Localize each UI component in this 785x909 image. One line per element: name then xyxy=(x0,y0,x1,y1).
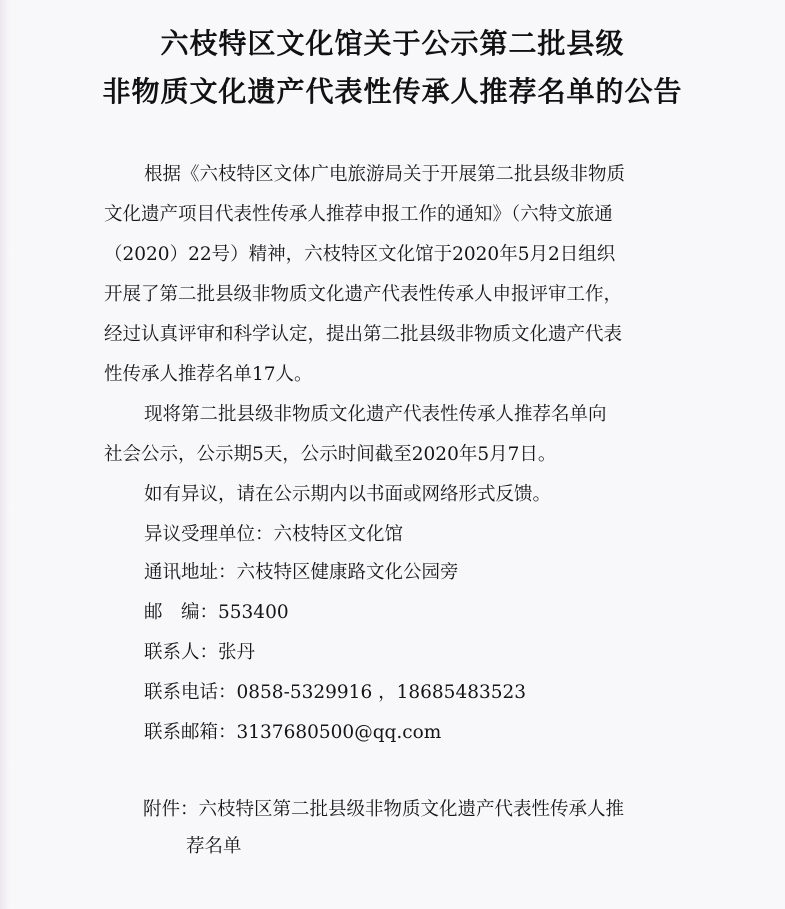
mailing-address: 通讯地址：六枝特区健康路文化公园旁 xyxy=(144,562,459,583)
contact-person: 联系人：张丹 xyxy=(144,642,256,663)
scan-edge-shadow xyxy=(0,0,10,909)
title-line-1: 六枝特区文化馆关于公示第二批县级 xyxy=(160,27,625,60)
paragraph3-line: 如有异议，请在公示期内以书面或网络形式反馈。 xyxy=(144,484,552,505)
paragraph1-line-2: 文化遗产项目代表性传承人推荐申报工作的通知》（六特文旅通 xyxy=(104,204,613,225)
paragraph1-line-1: 根据《六枝特区文体广电旅游局关于开展第二批县级非物质 xyxy=(144,164,626,185)
title-line-2: 非物质文化遗产代表性传承人推荐名单的公告 xyxy=(102,75,683,108)
objection-unit: 异议受理单位：六枝特区文化馆 xyxy=(144,524,404,545)
attachment-line-1: 附件：六枝特区第二批县级非物质文化遗产代表性传承人推 xyxy=(143,799,625,820)
paragraph1-line-4: 开展了第二批县级非物质文化遗产代表性传承人申报评审工作， xyxy=(104,284,623,305)
paragraph1-line-3: （2020）22号）精神，六枝特区文化馆于2020年5月2日组织 xyxy=(104,244,616,265)
paragraph2-line-1: 现将第二批县级非物质文化遗产代表性传承人推荐名单向 xyxy=(144,404,607,425)
paragraph1-line-6: 性传承人推荐名单17人。 xyxy=(104,364,313,385)
contact-email: 联系邮箱：3137680500@qq.com xyxy=(144,722,442,743)
attachment-line-2: 荐名单 xyxy=(186,836,242,857)
paragraph1-line-5: 经过认真评审和科学认定，提出第二批县级非物质文化遗产代表 xyxy=(104,324,623,345)
contact-phone: 联系电话：0858-5329916 ，18685483523 xyxy=(144,682,527,703)
postcode: 邮 编：553400 xyxy=(144,602,289,623)
paragraph2-line-2: 社会公示，公示期5天，公示时间截至2020年5月7日。 xyxy=(104,444,557,465)
